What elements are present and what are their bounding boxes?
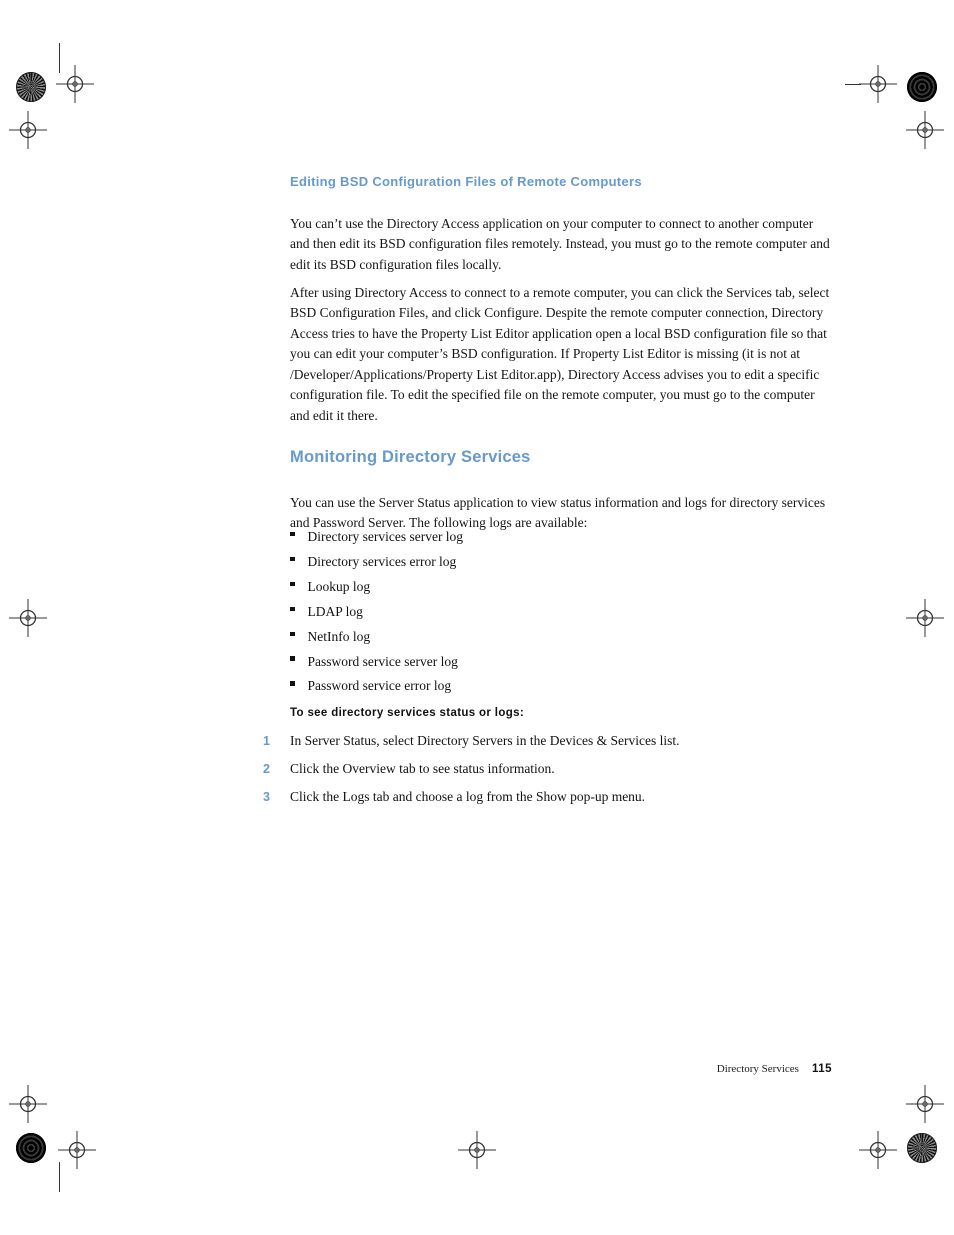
- log-bullet-list: [290, 527, 835, 697]
- registration-mark-icon: [458, 1131, 496, 1169]
- bullseye-print-mark-icon: [16, 1133, 46, 1163]
- square-bullet-icon: [290, 607, 295, 612]
- step-number: 1: [263, 734, 270, 748]
- list-item: [290, 552, 835, 572]
- square-bullet-icon: [290, 656, 295, 661]
- step-text: Click the Overview tab to see status information.: [290, 761, 555, 776]
- step-item: [263, 787, 863, 808]
- registration-mark-icon: [906, 111, 944, 149]
- registration-mark-icon: [906, 1085, 944, 1123]
- task-heading: To see directory services status or logs:: [290, 707, 525, 719]
- registration-mark-icon: [9, 1085, 47, 1123]
- registration-mark-icon: [9, 111, 47, 149]
- list-item-label: Directory services error log: [307, 553, 457, 569]
- crop-mark-line: [59, 43, 60, 73]
- list-item: [290, 627, 835, 647]
- registration-mark-icon: [906, 599, 944, 637]
- list-item: [290, 652, 835, 672]
- square-bullet-icon: [290, 632, 295, 637]
- pinwheel-print-mark-icon: [16, 72, 46, 102]
- list-item: [290, 676, 835, 696]
- section-heading: Monitoring Directory Services: [290, 448, 531, 466]
- step-item: [263, 731, 863, 752]
- step-text: In Server Status, select Directory Servers in the Devices & Services list.: [290, 733, 680, 748]
- paragraph: You can’t use the Directory Access application on your computer to connect to another computer and then edit its BSD configuration files remotely. Instead, you must go to the remote computer and edit its BSD configuration files locally.: [290, 215, 830, 272]
- registration-mark-icon: [56, 65, 94, 103]
- step-number: 3: [263, 790, 270, 804]
- page-footer: [717, 1063, 832, 1075]
- square-bullet-icon: [290, 681, 295, 686]
- step-item: [263, 759, 863, 780]
- bullseye-print-mark-icon: [907, 72, 937, 102]
- crop-mark-line: [59, 1162, 60, 1192]
- square-bullet-icon: [290, 532, 295, 537]
- registration-mark-icon: [58, 1131, 96, 1169]
- numbered-steps: [263, 731, 863, 808]
- subsection-heading: Editing BSD Configuration Files of Remote Computers: [290, 174, 642, 189]
- list-item-label: Password service server log: [307, 653, 458, 669]
- registration-mark-icon: [859, 1131, 897, 1169]
- pinwheel-print-mark-icon: [907, 1133, 937, 1163]
- footer-page-number: 115: [811, 1063, 832, 1075]
- list-item-label: Password service error log: [307, 678, 452, 694]
- square-bullet-icon: [290, 582, 295, 587]
- footer-section-title: Directory Services: [716, 1063, 799, 1075]
- list-item-label: Directory services server log: [307, 529, 464, 544]
- list-item-label: Lookup log: [307, 578, 371, 594]
- square-bullet-icon: [290, 557, 295, 562]
- list-item: [290, 602, 835, 622]
- crop-mark-line: [845, 84, 861, 85]
- registration-mark-icon: [9, 599, 47, 637]
- paragraph: You can use the Server Status application to view status information and logs for directory services and Password Server. The following logs are available:: [290, 494, 826, 530]
- list-item-label: LDAP log: [307, 603, 363, 619]
- step-number: 2: [263, 762, 270, 776]
- registration-mark-icon: [859, 65, 897, 103]
- list-item: [290, 527, 835, 547]
- step-text: Click the Logs tab and choose a log from the Show pop-up menu.: [290, 789, 646, 804]
- list-item: [290, 577, 835, 597]
- list-item-label: NetInfo log: [307, 628, 371, 644]
- paragraph: After using Directory Access to connect to a remote computer, you can click the Services tab, select BSD Configuration Files, and click Configure. Despite the remote computer connection, Directory Access tries to have the Property List Editor application open a local BSD configuration file so that you can edit your computer’s BSD configuration. If Property List Editor is missing (it is not at /Developer/Applications/Property List Editor.app), Directory Access advises you to edit a specific configuration file. To edit the specified file on the remote computer, you must go to the computer and edit it there.: [290, 284, 830, 423]
